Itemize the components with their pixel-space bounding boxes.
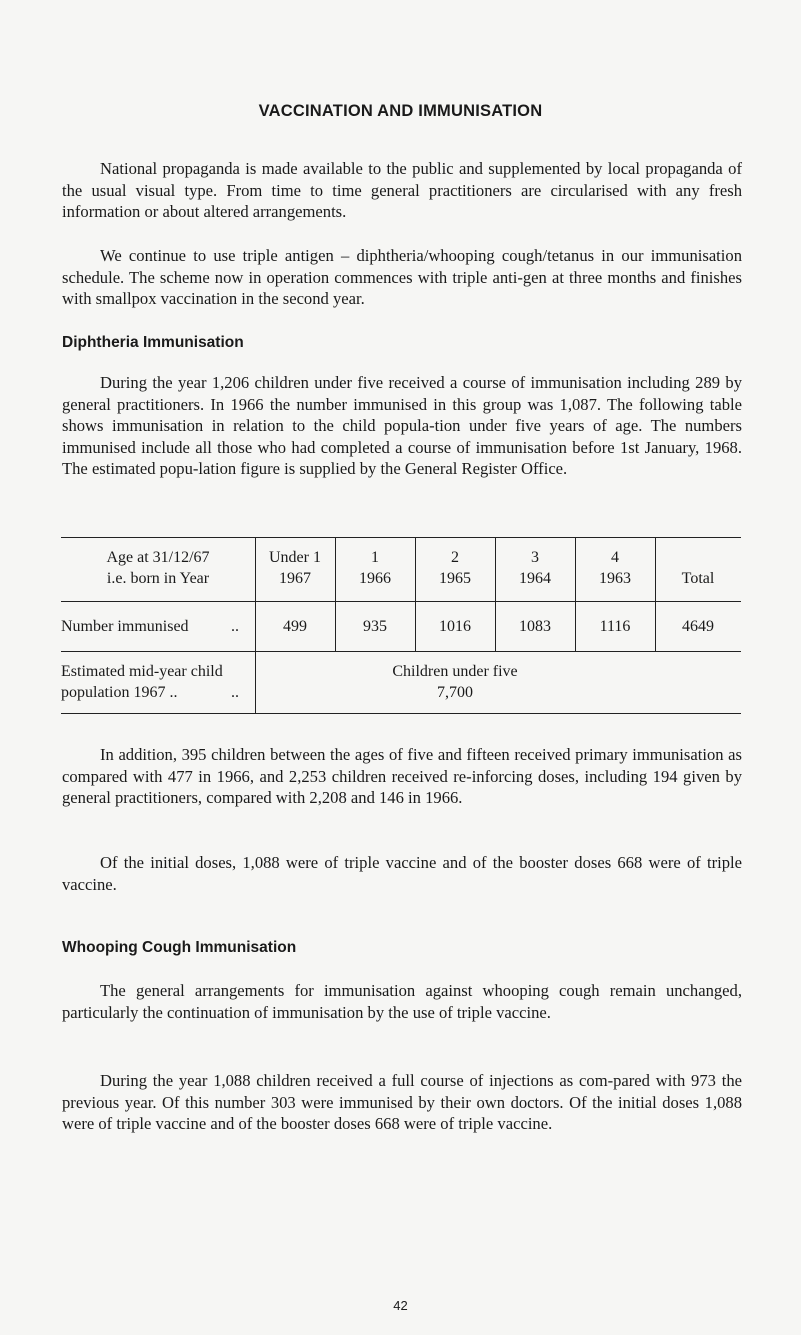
table-cell: 1116 [599, 618, 631, 635]
table-row-population-label [61, 661, 255, 703]
table-header-label [61, 547, 255, 589]
immunisation-table [61, 537, 741, 715]
diphtheria-paragraph-3: Of the initial doses, 1,088 were of triple vaccine and of the booster doses 668 were of triple vaccine. [62, 853, 742, 894]
header-line: 4 [611, 549, 619, 566]
table-cell: 935 [363, 618, 387, 635]
whooping-heading: Whooping Cough Immunisation [62, 939, 297, 956]
table-cell: 1016 [439, 618, 471, 635]
table-header-cell [255, 547, 335, 589]
page-title: VACCINATION AND IMMUNISATION [258, 102, 543, 120]
table-header-label-line: i.e. born in Year [106, 570, 210, 587]
table-rule-top [61, 537, 741, 538]
row-label-dots: .. [231, 684, 239, 701]
table-header-cell [575, 547, 655, 589]
intro-paragraph-2: We continue to use triple antigen – diphtheria/whooping cough/tetanus in our immunisation schedule. The scheme now in operation commences with triple anti-gen at three months and finishes with smallpox vaccination in the second year. [62, 246, 742, 309]
table-header-cell [335, 547, 415, 589]
header-line: 1964 [519, 570, 551, 587]
header-line: 1965 [439, 570, 471, 587]
whooping-paragraph-1: The general arrangements for immunisation against whooping cough remain unchanged, particularly the continuation of immunisation by the use of triple vaccine. [62, 981, 742, 1022]
header-line: 1966 [359, 570, 391, 587]
header-line: 2 [451, 549, 459, 566]
table-row-immunised-label [61, 616, 255, 637]
table-header-cell [495, 547, 575, 589]
header-line: 3 [531, 549, 539, 566]
table-cell: 499 [283, 618, 307, 635]
table-header-total [655, 568, 741, 589]
whooping-paragraph-2: During the year 1,088 children received a full course of injections as com-pared with 973 the previous year. Of this number 303 were immunised by their own doctors. Of the initial doses 1,088 were of triple vaccine and of the booster doses 668 were of triple vaccine. [62, 1071, 742, 1134]
page-number: 42 [393, 1298, 408, 1313]
table-rule-row1 [61, 651, 741, 652]
row-label-text: Number immunised [61, 618, 189, 635]
table-header-cell [415, 547, 495, 589]
header-line: 1967 [279, 570, 311, 587]
table-header-label-line: Age at 31/12/67 [106, 549, 210, 566]
population-value-line: 7,700 [437, 684, 473, 701]
header-line: Under 1 [269, 549, 321, 566]
table-rule-header [61, 601, 741, 602]
population-value-line: Children under five [392, 663, 518, 680]
table-rule-bottom [61, 713, 741, 714]
table-cell-total: 4649 [682, 618, 714, 635]
header-line: 1 [371, 549, 379, 566]
table-row-population-value [255, 661, 655, 703]
diphtheria-heading: Diphtheria Immunisation [62, 334, 244, 351]
intro-paragraph-1: National propaganda is made available to the public and supplemented by local propaganda of the usual visual type. From time to time general practitioners are circularised with any fresh information or about altered arrangements. [62, 159, 742, 222]
row-label-line: population 1967 .. [61, 684, 178, 701]
diphtheria-paragraph-1: During the year 1,206 children under five received a course of immunisation including 289 by general practitioners. In 1966 the number immunised in this group was 1,087. The following table shows immunisation in relation to the child popula-tion under five years of age. The numbers immunised include all those who had completed a course of immunisation before 1st January, 1968. The estimated popu-lation figure is supplied by the General Register Office. [62, 373, 742, 479]
table-cell: 1083 [519, 618, 551, 635]
diphtheria-paragraph-2: In addition, 395 children between the ages of five and fifteen received primary immunisation as compared with 477 in 1966, and 2,253 children received re-inforcing doses, including 194 given by general practitioners, compared with 2,208 and 146 in 1966. [62, 745, 742, 808]
header-line: 1963 [599, 570, 631, 587]
row-label-dots: .. [231, 618, 239, 635]
header-line: Total [681, 570, 715, 587]
row-label-line: Estimated mid-year child [61, 663, 223, 680]
